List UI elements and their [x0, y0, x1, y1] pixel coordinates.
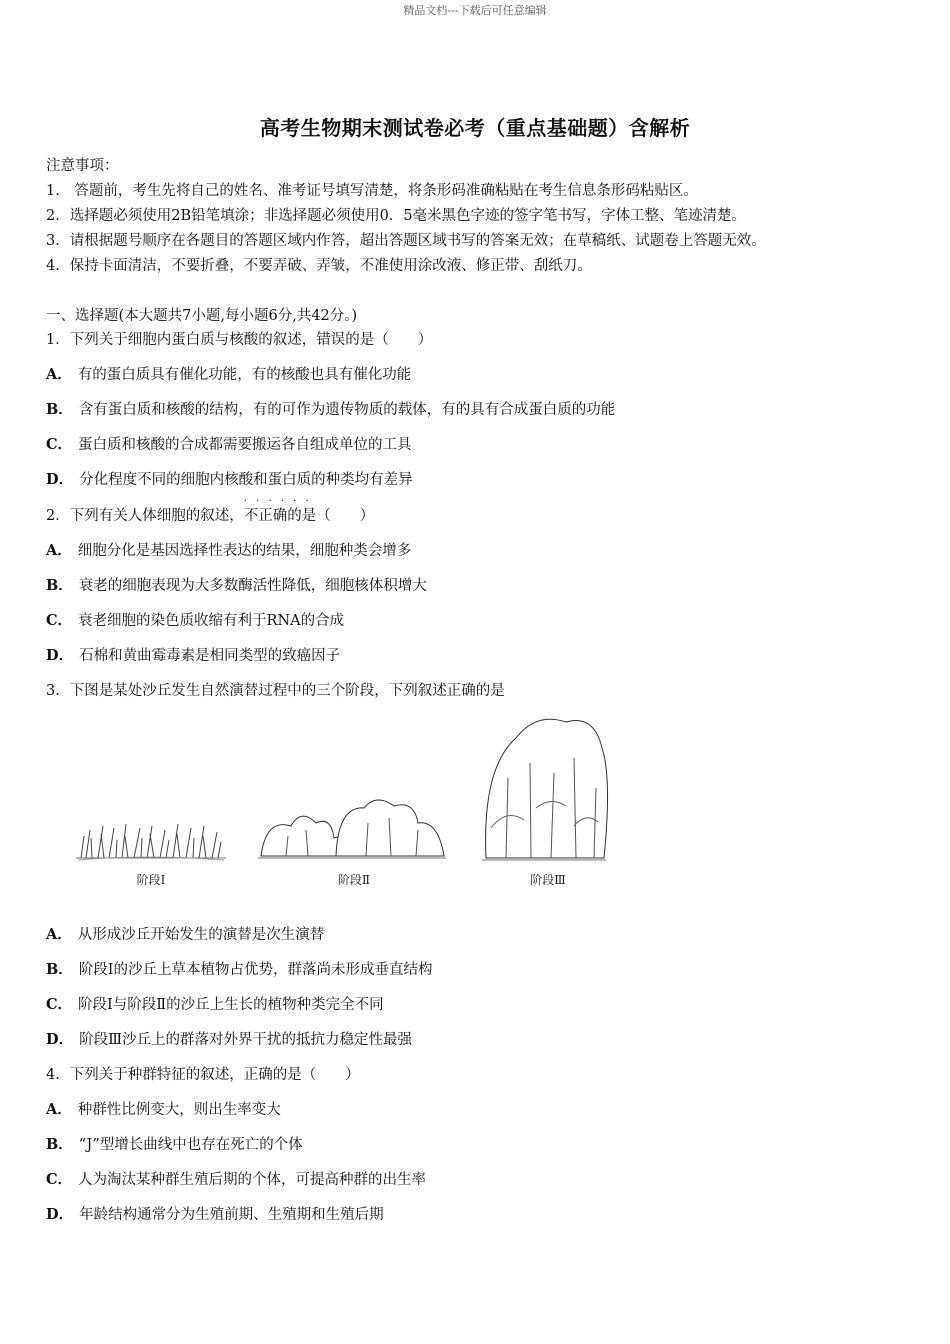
option-d [46, 468, 413, 489]
option-letter: B． [46, 577, 73, 594]
option-letter: A． [46, 542, 72, 559]
option-b [46, 574, 427, 595]
option-text: 阶段Ⅲ沙丘上的群落对外界干扰的抵抗力稳定性最强 [79, 1032, 413, 1048]
option-text: 分化程度不同的细胞内核酸和蛋白质的种类均有差异 [79, 472, 413, 488]
option-d [46, 1203, 384, 1224]
stage-3-label: 阶段Ⅲ [530, 873, 566, 887]
stage-1-grass-illustration [76, 824, 226, 860]
option-c [46, 609, 344, 630]
option-text: 衰老细胞的染色质收缩有利于RNA的合成 [78, 613, 345, 629]
stage-3-forest-illustration [482, 719, 608, 860]
option-c [46, 433, 412, 454]
option-letter: D． [46, 471, 74, 488]
question-stem: 1．下列关于细胞内蛋白质与核酸的叙述，错误的是（ ） [46, 332, 433, 348]
option-text: 从形成沙丘开始发生的演替是次生演替 [77, 927, 325, 943]
option-text: 阶段Ⅰ与阶段Ⅱ的沙丘上生长的植物种类完全不同 [78, 997, 384, 1013]
option-letter: D． [46, 1206, 74, 1223]
option-d [46, 1028, 412, 1049]
notice-item: 3．请根据题号顺序在各题目的答题区域内作答，超出答题区域书写的答案无效；在草稿纸、试题卷上答题无效。 [46, 233, 766, 249]
option-d [46, 644, 340, 665]
option-letter: B． [46, 401, 73, 418]
stage-2-shrub-illustration [258, 800, 446, 858]
option-text: 有的蛋白质具有催化功能，有的核酸也具有催化功能 [77, 367, 412, 383]
notice-item: 4．保持卡面清洁，不要折叠，不要弄破、弄皱，不准使用涂改液、修正带、刮纸刀。 [46, 258, 592, 274]
option-text: 衰老的细胞表现为大多数酶活性降低，细胞核体积增大 [78, 578, 427, 594]
option-letter: A． [46, 926, 72, 943]
option-b [46, 1133, 303, 1154]
emphasized-text: · · · 不正确的是 [244, 508, 317, 524]
section-heading: 一、选择题(本大题共7小题,每小题6分,共42分。) [46, 308, 358, 324]
option-a [46, 923, 324, 944]
option-text: 含有蛋白质和核酸的结构，有的可作为遗传物质的载体，有的具有合成蛋白质的功能 [78, 402, 616, 418]
option-letter: D． [46, 647, 74, 664]
option-letter: C． [46, 436, 73, 453]
option-c [46, 1168, 426, 1189]
option-letter: C． [46, 612, 73, 629]
option-letter: A． [46, 366, 72, 383]
option-letter: D． [46, 1031, 74, 1048]
stage-1-label: 阶段Ⅰ [136, 873, 166, 887]
stage-2-label: 阶段Ⅱ [337, 873, 371, 887]
page-title: 高考生物期末测试卷必考（重点基础题）含解析 [259, 116, 691, 140]
option-a [46, 363, 411, 384]
option-b [46, 398, 615, 419]
option-text: 人为淘汰某种群生殖后期的个体，可提高种群的出生率 [78, 1172, 427, 1188]
succession-figure [46, 708, 636, 894]
option-letter: A． [46, 1101, 72, 1118]
option-a [46, 539, 411, 560]
option-b [46, 958, 433, 979]
notice-item: 1． 答题前，考生先将自己的姓名、准考证号填写清楚，将条形码准确粘贴在考生信息条形码粘贴区。 [46, 183, 698, 199]
option-letter: B． [46, 1136, 73, 1153]
notice-heading: 注意事项： [46, 158, 119, 174]
option-text: “J”型增长曲线中也存在死亡的个体 [78, 1137, 303, 1153]
option-a [46, 1098, 281, 1119]
stem-text: 2．下列有关人体细胞的叙述， [46, 508, 244, 524]
question-stem: 4．下列关于种群特征的叙述，正确的是（ ） [46, 1067, 360, 1083]
option-text: 阶段Ⅰ的沙丘上草本植物占优势，群落尚未形成垂直结构 [78, 962, 433, 978]
option-text: 细胞分化是基因选择性表达的结果，细胞种类会增多 [77, 543, 412, 559]
option-letter: C． [46, 996, 73, 1013]
question-stem [46, 504, 374, 525]
option-letter: B． [46, 961, 73, 978]
notice-item: 2．选择题必须使用2B铅笔填涂；非选择题必须使用0．5毫米黑色字迹的签字笔书写，字体工整、笔迹清楚。 [46, 208, 747, 224]
option-text: 蛋白质和核酸的合成都需要搬运各自组成单位的工具 [78, 437, 412, 453]
question-stem: 3．下图是某处沙丘发生自然演替过程中的三个阶段，下列叙述正确的是 [46, 683, 505, 699]
option-text: 年龄结构通常分为生殖前期、生殖期和生殖后期 [79, 1207, 384, 1223]
option-c [46, 993, 384, 1014]
option-text: 种群性比例变大，则出生率变大 [77, 1102, 281, 1118]
page-header-note: 精品文档---下载后可任意编辑 [403, 4, 547, 17]
option-text: 石棉和黄曲霉毒素是相同类型的致癌因子 [79, 648, 341, 664]
stem-text: （ ） [316, 508, 375, 524]
option-letter: C． [46, 1171, 73, 1188]
